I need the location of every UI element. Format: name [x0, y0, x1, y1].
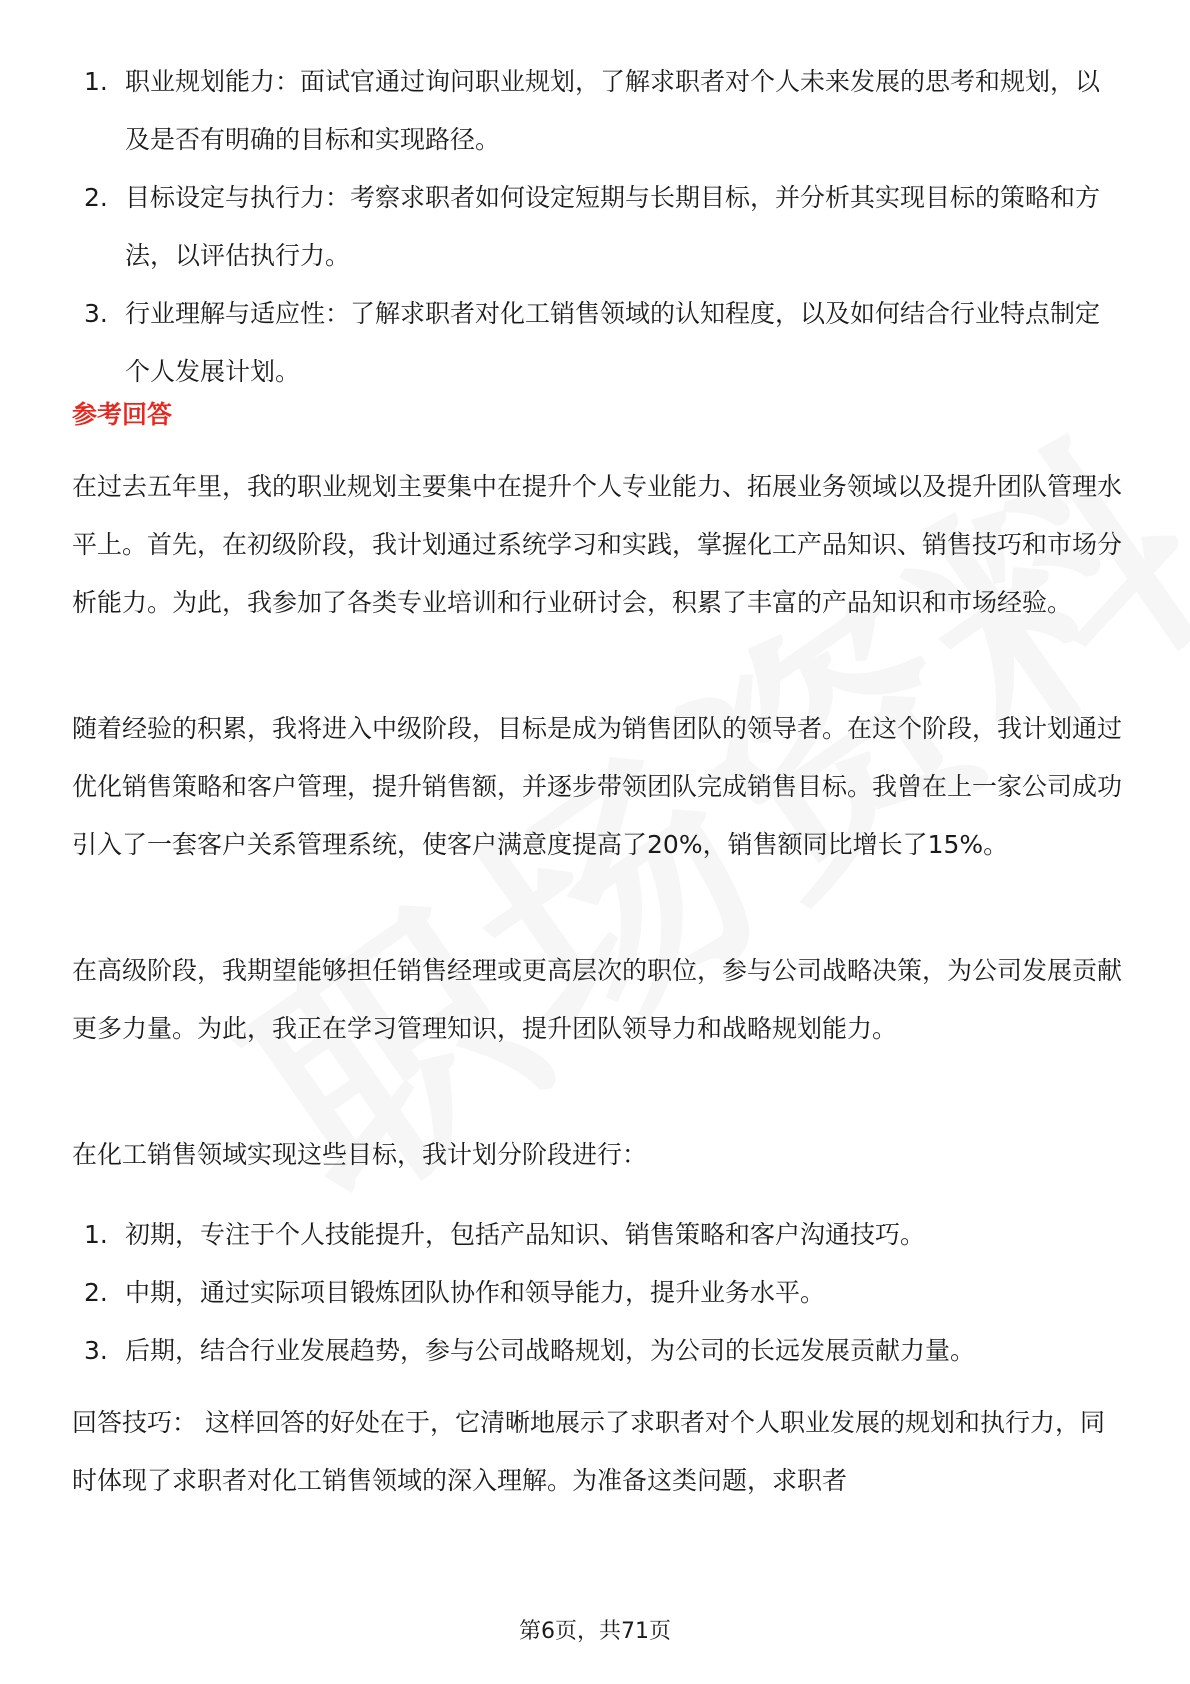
list-item	[72, 1322, 1122, 1380]
list-number: 1.	[84, 1220, 108, 1249]
list-item-text: 中期，通过实际项目锻炼团队协作和领导能力，提升业务水平。	[125, 1278, 826, 1307]
list-number: 2.	[84, 183, 108, 212]
list-item	[72, 169, 1122, 285]
list-item-text: 行业理解与适应性：了解求职者对化工销售领域的认知程度，以及如何结合行业特点制定个人发展计划。	[125, 299, 1101, 386]
paragraph-2: 随着经验的积累，我将进入中级阶段，目标是成为销售团队的领导者。在这个阶段，我计划通过优化销售策略和客户管理，提升销售额，并逐步带领团队完成销售目标。我曾在上一家公司成功引入了一套客户关系管理系统，使客户满意度提高了20%，销售额同比增长了15%。	[72, 714, 1123, 859]
list-number: 3.	[84, 1336, 108, 1365]
list-number: 2.	[84, 1278, 108, 1307]
list-item-text: 目标设定与执行力：考察求职者如何设定短期与长期目标，并分析其实现目标的策略和方法，以评估执行力。	[125, 183, 1101, 270]
evaluation-points-list	[72, 53, 1122, 401]
list-item	[72, 53, 1122, 169]
list-item	[72, 1264, 1122, 1322]
page-footer: 第6页，共71页	[519, 1619, 671, 1644]
list-number: 3.	[84, 299, 108, 328]
paragraph-3: 在高级阶段，我期望能够担任销售经理或更高层次的职位，参与公司战略决策，为公司发展贡献更多力量。为此，我正在学习管理知识，提升团队领导力和战略规划能力。	[72, 956, 1123, 1043]
paragraph-1: 在过去五年里，我的职业规划主要集中在提升个人专业能力、拓展业务领域以及提升团队管理水平上。首先，在初级阶段，我计划通过系统学习和实践，掌握化工产品知识、销售技巧和市场分析能力。为此，我参加了各类专业培训和行业研讨会，积累了丰富的产品知识和市场经验。	[72, 472, 1123, 617]
list-item	[72, 285, 1122, 401]
list-item-text: 后期，结合行业发展趋势，参与公司战略规划，为公司的长远发展贡献力量。	[125, 1336, 976, 1365]
list-item-text: 初期，专注于个人技能提升，包括产品知识、销售策略和客户沟通技巧。	[125, 1220, 926, 1249]
paragraph-4: 在化工销售领域实现这些目标，我计划分阶段进行：	[72, 1140, 648, 1169]
list-item	[72, 1206, 1122, 1264]
answer-tip: 回答技巧： 这样回答的好处在于，它清晰地展示了求职者对个人职业发展的规划和执行力，同时体现了求职者对化工销售领域的深入理解。为准备这类问题，求职者	[72, 1408, 1105, 1495]
list-item-text: 职业规划能力：面试官通过询问职业规划，了解求职者对个人未来发展的思考和规划，以及是否有明确的目标和实现路径。	[125, 67, 1101, 154]
list-number: 1.	[84, 67, 108, 96]
section-heading: 参考回答	[72, 400, 173, 429]
phase-plan-list	[72, 1206, 1122, 1380]
